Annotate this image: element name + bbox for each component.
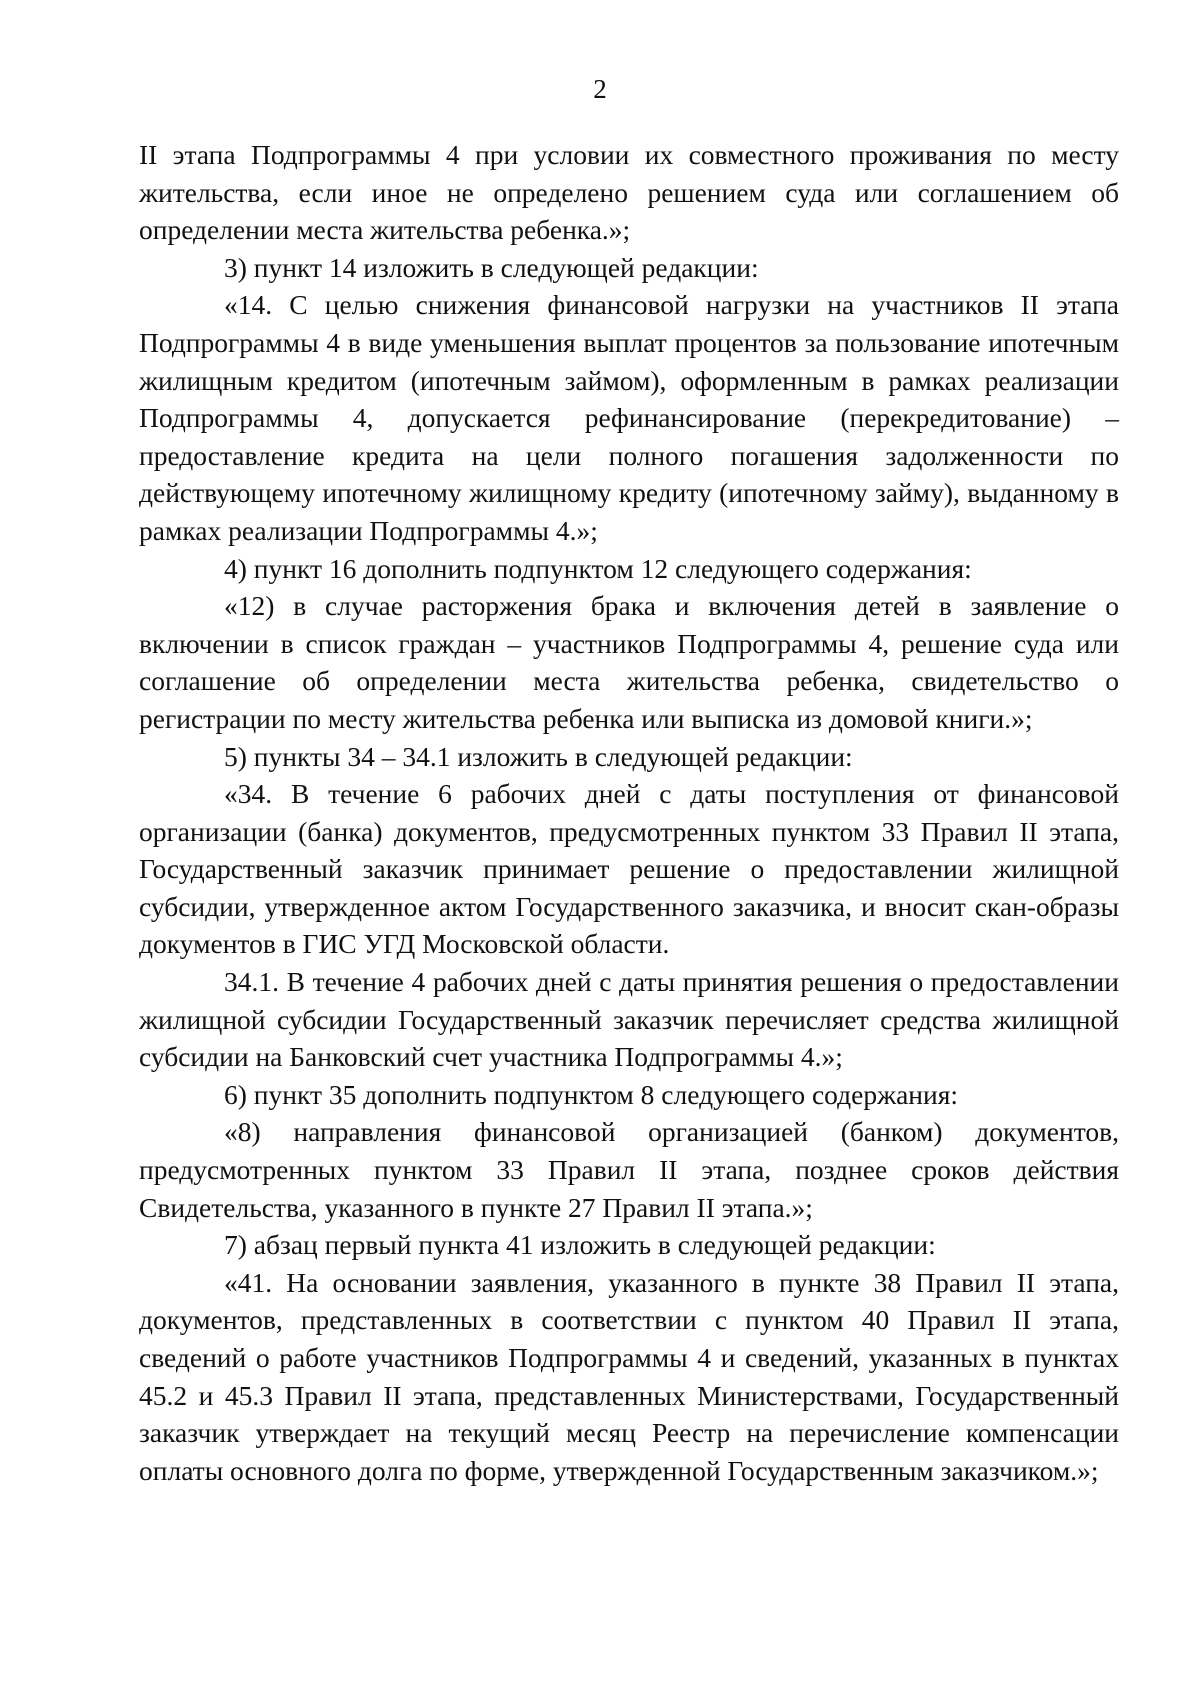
paragraph-item-4-heading: 4) пункт 16 дополнить подпунктом 12 следующего содержания: — [224, 552, 972, 584]
paragraph-continuation: II этапа Подпрограммы 4 при условии их совместного проживания по месту жительства, если иное не определено решением суда или соглашением об определении места жительства ребенка.»; — [139, 139, 1119, 246]
paragraph-clause-14: «14. С целью снижения финансовой нагрузки на участников II этапа Подпрограммы 4 в виде уменьшения выплат процентов за пользование ипотечным жилищным кредитом (ипотечным займом), оформленным в рамках реализации Подпрограммы 4, допускается рефинансирование (перекредитование) – предоставление кредита на цели полного погашения задолженности по действующему ипотечному жилищному кредиту (ипотечному займу), выданному в рамках реализации Подпрограммы 4.»; — [139, 289, 1119, 546]
document-body — [139, 136, 1119, 1489]
paragraph-subclause-8: «8) направления финансовой организацией (банком) документов, предусмотренных пунктом 33 Правил II этапа, позднее сроков действия Свидетельства, указанного в пункте 27 Правил II этапа.»; — [139, 1116, 1119, 1223]
paragraph-clause-34: «34. В течение 6 рабочих дней с даты поступления от финансовой организации (банка) документов, предусмотренных пунктом 33 Правил II этапа, Государственный заказчик принимает решение о предоставлении жилищной субсидии, утвержденное актом Государственного заказчика, и вносит скан-образы документов в ГИС УГД Московской области. — [139, 778, 1119, 960]
page-number: 2 — [593, 74, 607, 104]
paragraph-item-3-heading: 3) пункт 14 изложить в следующей редакции: — [224, 251, 759, 283]
paragraph-subclause-12: «12) в случае расторжения брака и включения детей в заявление о включении в список граждан – участников Подпрограммы 4, решение суда или соглашение об определении места жительства ребенка, свидетельство о регистрации по месту жительства ребенка или выписка из домовой книги.»; — [139, 590, 1119, 734]
paragraph-item-7-heading: 7) абзац первый пункта 41 изложить в следующей редакции: — [224, 1229, 936, 1261]
paragraph-item-5-heading: 5) пункты 34 – 34.1 изложить в следующей редакции: — [224, 740, 853, 772]
paragraph-clause-34-1: 34.1. В течение 4 рабочих дней с даты принятия решения о предоставлении жилищной субсидии Государственный заказчик перечисляет средства жилищной субсидии на Банковский счет участника Подпрограммы 4.»; — [139, 966, 1119, 1073]
paragraph-clause-41: «41. На основании заявления, указанного в пункте 38 Правил II этапа, документов, представленных в соответствии с пунктом 40 Правил II этапа, сведений о работе участников Подпрограммы 4 и сведений, указанных в пунктах 45.2 и 45.3 Правил II этапа, представленных Министерствами, Государственный заказчик утверждает на текущий месяц Реестр на перечисление компенсации оплаты основного долга по форме, утвержденной Государственным заказчиком.»; — [139, 1266, 1119, 1486]
paragraph-item-6-heading: 6) пункт 35 дополнить подпунктом 8 следующего содержания: — [224, 1078, 959, 1110]
